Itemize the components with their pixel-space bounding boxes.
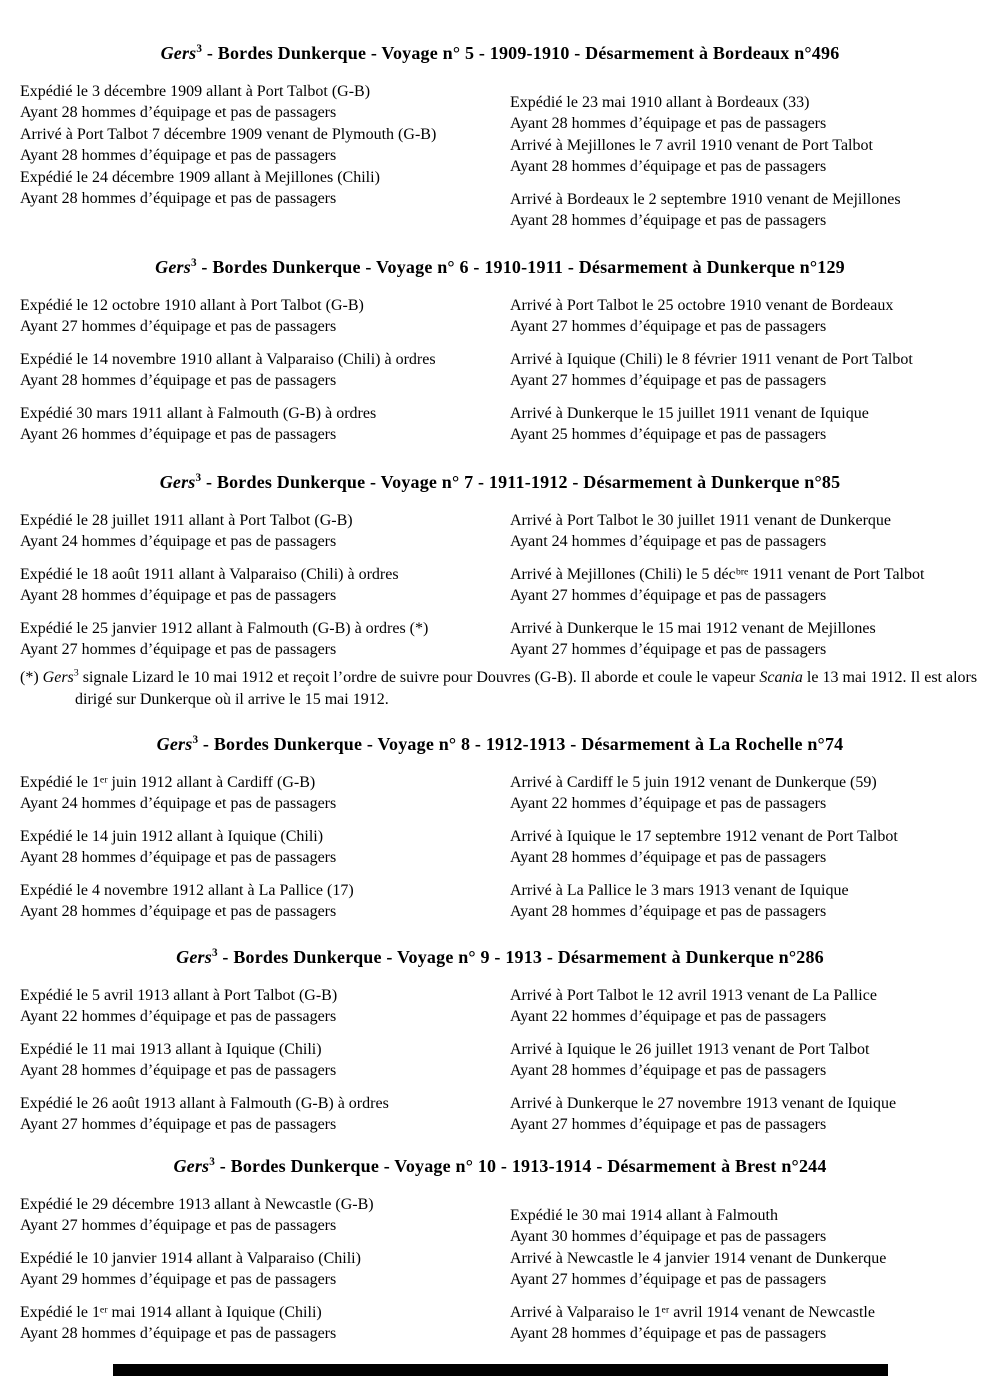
- voyage-line: Ayant 27 hommes d’équipage et pas de passagers: [510, 372, 827, 390]
- footnote-text: le 13 mai 1912. Il est alors dirigé sur Dunkerque où il arrive le 15 mai 1912.: [75, 669, 978, 709]
- voyage-entry: [510, 1205, 998, 1291]
- voyage-entry: [510, 985, 998, 1028]
- voyage-entry: [510, 403, 998, 446]
- voyage-6-right-column: [510, 295, 998, 445]
- voyage-title-text: - Bordes Dunkerque - Voyage n° 10 - 1913-1914 - Désarmement à Brest n°244: [215, 1156, 827, 1176]
- voyage-title-text: - Bordes Dunkerque - Voyage n° 9 - 1913 - Désarmement à Dunkerque n°286: [217, 947, 824, 967]
- voyage-line: Expédié le 5 avril 1913 allant à Port Talbot (G-B): [20, 987, 338, 1004]
- voyage-line: Ayant 24 hommes d’équipage et pas de passagers: [20, 795, 337, 813]
- voyage-line: Ayant 28 hommes d’équipage et pas de passagers: [20, 903, 337, 921]
- voyage-entry: [510, 880, 998, 923]
- voyage-line: Expédié le 11 mai 1913 allant à Iquique (Chili): [20, 1040, 322, 1058]
- voyage-line: Expédié le 28 juillet 1911 allant à Port Talbot (G-B): [20, 512, 353, 529]
- voyage-5-section: [0, 40, 1000, 231]
- voyage-title-text: - Bordes Dunkerque - Voyage n° 6 - 1910-1911 - Désarmement à Dunkerque n°129: [196, 257, 845, 277]
- voyage-line: Ayant 28 hommes d’équipage et pas de passagers: [20, 1325, 337, 1343]
- voyage-9-left-column: [20, 985, 492, 1135]
- voyage-line: Ayant 27 hommes d’équipage et pas de passagers: [510, 1271, 827, 1289]
- voyage-entry: [20, 1302, 492, 1345]
- voyage-line: Arrivé à Iquique (Chili) le 8 février 1911 venant de Port Talbot: [510, 350, 913, 368]
- voyage-line: Ayant 24 hommes d’équipage et pas de passagers: [510, 533, 827, 551]
- voyage-10-right-column: [510, 1205, 998, 1344]
- voyage-line: Arrivé à Newcastle le 4 janvier 1914 venant de Dunkerque: [510, 1249, 887, 1267]
- voyage-line: Expédié le 1ᵉʳ mai 1914 allant à Iquique (Chili): [20, 1303, 322, 1321]
- voyage-line: Ayant 28 hommes d’équipage et pas de passagers: [20, 587, 337, 605]
- voyage-line: Arrivé à Dunkerque le 15 mai 1912 venant de Mejillones: [510, 619, 876, 637]
- voyage-line: Arrivé à Port Talbot le 12 avril 1913 venant de La Pallice: [510, 987, 877, 1004]
- footnote-marker: (*): [20, 669, 43, 687]
- voyage-line: Ayant 27 hommes d’équipage et pas de passagers: [510, 1116, 827, 1134]
- voyage-line: Arrivé à Dunkerque le 15 juillet 1911 venant de Iquique: [510, 404, 869, 422]
- voyage-8-title: [0, 731, 1000, 757]
- voyage-entry: [510, 349, 998, 392]
- ship-name: Gers: [156, 734, 193, 754]
- voyage-line: Ayant 28 hommes d’équipage et pas de passagers: [510, 158, 827, 176]
- voyage-entry: [510, 1039, 998, 1082]
- voyage-entry: [510, 1093, 998, 1136]
- voyage-line: Arrivé à Valparaiso le 1ᵉʳ avril 1914 venant de Newcastle: [510, 1303, 875, 1321]
- voyage-entry: [20, 1194, 492, 1237]
- voyage-entry: [20, 403, 492, 446]
- voyage-5-title: [0, 40, 1000, 66]
- voyage-line: Ayant 26 hommes d’équipage et pas de passagers: [20, 426, 337, 444]
- voyage-line: Expédié le 25 janvier 1912 allant à Falmouth (G-B) à ordres (*): [20, 619, 429, 637]
- voyage-line: Ayant 22 hommes d’équipage et pas de passagers: [510, 1008, 827, 1026]
- voyage-line: Expédié le 14 juin 1912 allant à Iquique (Chili): [20, 827, 324, 845]
- voyage-9-title: [0, 944, 1000, 970]
- voyage-9-section: [0, 944, 1000, 1135]
- voyage-line: Arrivé à Port Talbot le 25 octobre 1910 venant de Bordeaux: [510, 297, 894, 314]
- voyage-entry: [510, 92, 998, 178]
- voyage-line: Ayant 27 hommes d’équipage et pas de passagers: [510, 587, 827, 605]
- voyage-entry: [510, 618, 998, 661]
- voyage-line: Ayant 28 hommes d’équipage et pas de passagers: [20, 372, 337, 390]
- voyage-line: Arrivé à Mejillones le 7 avril 1910 venant de Port Talbot: [510, 136, 873, 154]
- footnote: [20, 667, 988, 710]
- voyage-line: Ayant 27 hommes d’équipage et pas de passagers: [510, 318, 827, 336]
- voyage-8-left-column: [20, 772, 492, 922]
- voyage-line: Arrivé à Cardiff le 5 juin 1912 venant de Dunkerque (59): [510, 774, 877, 791]
- voyage-line: Ayant 30 hommes d’équipage et pas de passagers: [510, 1228, 827, 1246]
- voyage-entry: [20, 1093, 492, 1136]
- ship-name-superscript: 3: [196, 43, 203, 55]
- voyage-line: Ayant 28 hommes d’équipage et pas de passagers: [510, 849, 827, 867]
- voyage-line: Expédié 30 mars 1911 allant à Falmouth (G-B) à ordres: [20, 404, 377, 422]
- voyage-line: Ayant 28 hommes d’équipage et pas de passagers: [20, 104, 337, 122]
- ship-name-superscript: 3: [209, 1156, 216, 1168]
- voyage-line: Ayant 28 hommes d’équipage et pas de passagers: [510, 903, 827, 921]
- ship-name-superscript: 3: [195, 472, 202, 484]
- voyage-line: Expédié le 12 octobre 1910 allant à Port Talbot (G-B): [20, 297, 364, 314]
- voyage-line: Arrivé à Iquique le 17 septembre 1912 venant de Port Talbot: [510, 827, 898, 845]
- voyage-line: Expédié le 24 décembre 1909 allant à Mejillones (Chili): [20, 168, 380, 186]
- voyage-entry: [510, 295, 998, 338]
- voyage-5-left-column: [20, 81, 492, 209]
- voyage-line: Expédié le 1ᵉʳ juin 1912 allant à Cardiff (G-B): [20, 774, 316, 791]
- voyage-line: Ayant 28 hommes d’équipage et pas de passagers: [510, 1062, 827, 1080]
- voyage-entry: [20, 772, 492, 815]
- voyage-entry: [510, 1302, 998, 1345]
- voyage-6-left-column: [20, 295, 492, 445]
- voyage-5-right-column: [510, 92, 998, 231]
- ship-name: Gers: [155, 257, 191, 277]
- voyage-line: Arrivé à Port Talbot 7 décembre 1909 venant de Plymouth (G-B): [20, 125, 437, 143]
- voyage-line: Arrivé à Mejillones (Chili) le 5 décᵇʳᵉ 1911 venant de Port Talbot: [510, 565, 925, 583]
- voyage-9-right-column: [510, 985, 998, 1135]
- voyage-line: Expédié le 4 novembre 1912 allant à La Pallice (17): [20, 881, 354, 899]
- voyage-line: Ayant 27 hommes d’équipage et pas de passagers: [20, 641, 337, 659]
- voyage-line: Ayant 28 hommes d’équipage et pas de passagers: [20, 190, 337, 208]
- voyage-6-title: [0, 254, 1000, 280]
- voyage-entry: [20, 1039, 492, 1082]
- voyage-line: Expédié le 18 août 1911 allant à Valparaiso (Chili) à ordres: [20, 565, 399, 583]
- voyage-6-section: [0, 254, 1000, 445]
- voyage-entry: [20, 618, 492, 661]
- voyage-entry: [20, 510, 492, 553]
- voyage-title-text: - Bordes Dunkerque - Voyage n° 7 - 1911-1912 - Désarmement à Dunkerque n°85: [201, 472, 841, 492]
- voyage-8-right-column: [510, 772, 998, 922]
- voyage-line: Arrivé à Port Talbot le 30 juillet 1911 venant de Dunkerque: [510, 512, 892, 529]
- scan-artifact-bar: [113, 1364, 888, 1376]
- voyage-7-left-column: [20, 510, 492, 660]
- voyage-entry: [20, 985, 492, 1028]
- voyage-line: Expédié le 23 mai 1910 allant à Bordeaux (33): [510, 94, 810, 111]
- voyage-line: Ayant 28 hommes d’équipage et pas de passagers: [20, 147, 337, 165]
- voyage-line: Ayant 25 hommes d’équipage et pas de passagers: [510, 426, 827, 444]
- voyage-line: Expédié le 14 novembre 1910 allant à Valparaiso (Chili) à ordres: [20, 350, 436, 368]
- voyage-entry: [510, 564, 998, 607]
- ship-name-superscript: 3: [73, 668, 79, 680]
- voyage-line: Expédié le 30 mai 1914 allant à Falmouth: [510, 1207, 778, 1224]
- voyage-7-right-column: [510, 510, 998, 660]
- voyage-entry: [510, 772, 998, 815]
- voyage-8-section: [0, 731, 1000, 922]
- voyage-line: Ayant 27 hommes d’équipage et pas de passagers: [20, 1217, 337, 1235]
- ship-name: Gers: [160, 43, 197, 63]
- voyage-line: Ayant 28 hommes d’équipage et pas de passagers: [510, 212, 827, 230]
- voyage-line: Ayant 27 hommes d’équipage et pas de passagers: [510, 641, 827, 659]
- voyage-line: Ayant 22 hommes d’équipage et pas de passagers: [20, 1008, 337, 1026]
- ship-name-superscript: 3: [211, 947, 218, 959]
- voyage-line: Arrivé à Dunkerque le 27 novembre 1913 venant de Iquique: [510, 1094, 897, 1112]
- ship-name: Gers: [176, 947, 212, 967]
- voyage-title-text: - Bordes Dunkerque - Voyage n° 8 - 1912-1913 - Désarmement à La Rochelle n°74: [198, 734, 844, 754]
- voyage-10-title: [0, 1153, 1000, 1179]
- ship-name: Gers: [42, 669, 74, 687]
- vessel-name: Scania: [759, 669, 803, 687]
- voyage-line: Expédié le 3 décembre 1909 allant à Port Talbot (G-B): [20, 83, 371, 100]
- ship-name-superscript: 3: [192, 734, 199, 746]
- voyage-line: Ayant 24 hommes d’équipage et pas de passagers: [20, 533, 337, 551]
- ship-name: Gers: [159, 472, 196, 492]
- voyage-entry: [20, 349, 492, 392]
- voyage-10-section: [0, 1153, 1000, 1344]
- voyage-line: Expédié le 26 août 1913 allant à Falmouth (G-B) à ordres: [20, 1094, 389, 1112]
- footnote-text: signale Lizard le 10 mai 1912 et reçoit l’ordre de suivre pour Douvres (G-B). Il aborde et coule le vapeur: [78, 669, 760, 687]
- voyage-line: Ayant 27 hommes d’équipage et pas de passagers: [20, 1116, 337, 1134]
- voyage-line: Expédié le 10 janvier 1914 allant à Valparaiso (Chili): [20, 1249, 361, 1267]
- voyage-entry: [510, 510, 998, 553]
- voyage-10-left-column: [20, 1194, 492, 1344]
- voyage-line: Ayant 28 hommes d’équipage et pas de passagers: [20, 849, 337, 867]
- voyage-line: Arrivé à Bordeaux le 2 septembre 1910 venant de Mejillones: [510, 190, 901, 208]
- voyage-7-title: [0, 469, 1000, 495]
- voyage-entry: [20, 1248, 492, 1291]
- voyage-line: Ayant 28 hommes d’équipage et pas de passagers: [20, 1062, 337, 1080]
- voyage-line: Expédié le 29 décembre 1913 allant à Newcastle (G-B): [20, 1196, 374, 1213]
- voyage-title-text: - Bordes Dunkerque - Voyage n° 5 - 1909-1910 - Désarmement à Bordeaux n°496: [202, 43, 840, 63]
- voyage-line: Ayant 22 hommes d’équipage et pas de passagers: [510, 795, 827, 813]
- voyage-line: Ayant 27 hommes d’équipage et pas de passagers: [20, 318, 337, 336]
- voyage-entry: [20, 564, 492, 607]
- voyage-entry: [20, 81, 492, 209]
- ship-name: Gers: [173, 1156, 210, 1176]
- voyage-entry: [20, 295, 492, 338]
- voyage-line: Ayant 28 hommes d’équipage et pas de passagers: [510, 1325, 827, 1343]
- ship-name-superscript: 3: [190, 257, 197, 269]
- voyage-entry: [20, 826, 492, 869]
- voyage-line: Arrivé à La Pallice le 3 mars 1913 venant de Iquique: [510, 881, 849, 899]
- voyage-line: Arrivé à Iquique le 26 juillet 1913 venant de Port Talbot: [510, 1040, 870, 1058]
- voyage-7-section: [0, 469, 1000, 711]
- voyage-entry: [20, 880, 492, 923]
- voyage-entry: [510, 826, 998, 869]
- voyage-line: Ayant 28 hommes d’équipage et pas de passagers: [510, 115, 827, 133]
- voyage-entry: [510, 189, 998, 232]
- voyage-line: Ayant 29 hommes d’équipage et pas de passagers: [20, 1271, 337, 1289]
